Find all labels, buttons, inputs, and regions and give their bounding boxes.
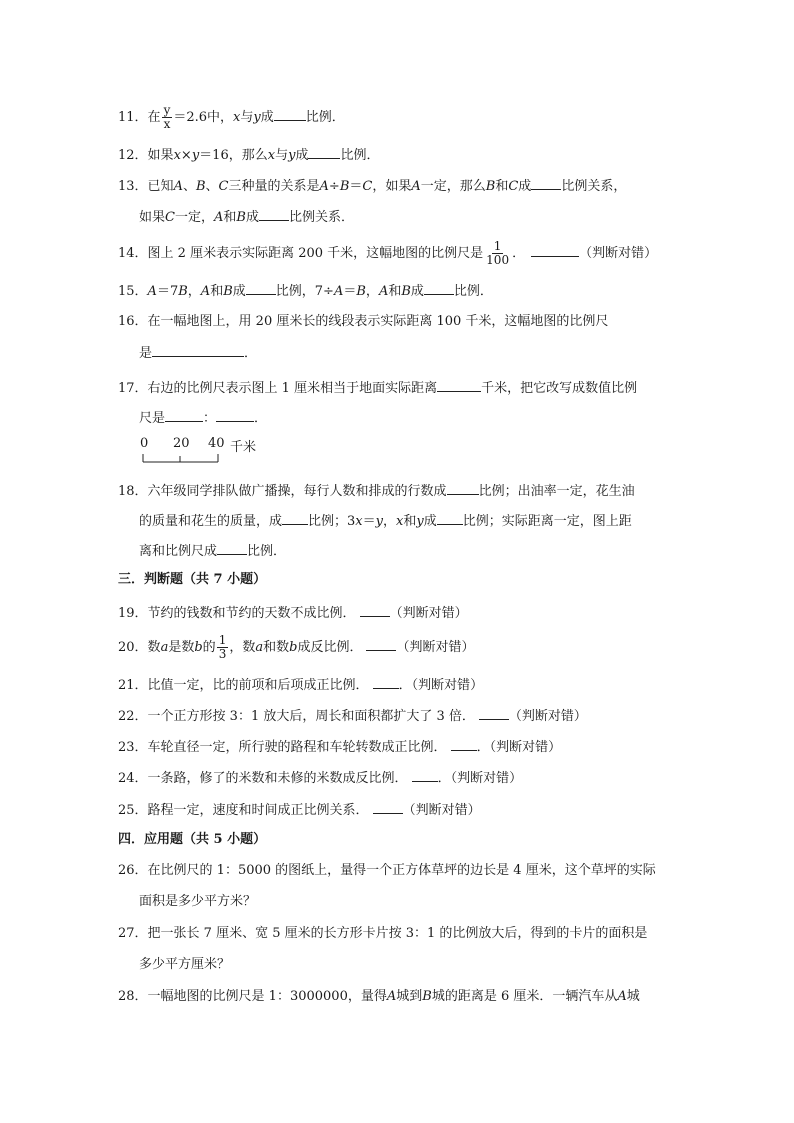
question-17-line-2: 尺是 ： ．	[139, 407, 267, 429]
answer-blank[interactable]	[412, 767, 438, 782]
answer-blank[interactable]	[246, 280, 276, 295]
question-27: 27．把一张长 7 厘米、宽 5 厘米的长方形卡片按 3：1 的比例放大后，得到的卡片的面积是	[118, 926, 648, 941]
scale-tick-label: 20	[173, 436, 190, 451]
scale-unit-label: 千米	[230, 440, 257, 455]
fraction-1-over-3: $\frac{1}{3}$	[218, 633, 227, 661]
answer-blank[interactable]	[424, 280, 454, 295]
question-18-line-2: 的质量和花生的质量，成 比例；3x＝y，x和y成 比例；实际距离一定，图上距	[139, 510, 632, 532]
question-20: 20．数a是数b的 $\frac{1}{3}$ ，数a和数b成反比例． （判断对错）	[118, 633, 475, 661]
question-28: 28．一幅地图的比例尺是 1：3000000，量得A城到B城的距离是 6 厘米．一辆汽车从A城	[118, 989, 640, 1004]
answer-blank[interactable]	[274, 106, 306, 121]
scale-bar-line	[140, 452, 230, 464]
question-16-line-2: 是 ．	[139, 342, 257, 364]
answer-blank[interactable]	[216, 407, 254, 422]
question-16: 16．在一幅地图上，用 20 厘米长的线段表示实际距离 100 千米，这幅地图的比例尺	[118, 314, 609, 329]
question-24: 24．一条路，修了的米数和未修的米数成反比例． ．（判断对错）	[118, 767, 522, 789]
answer-blank[interactable]	[373, 674, 399, 689]
answer-blank[interactable]	[531, 175, 561, 190]
scale-bar	[140, 436, 290, 468]
answer-blank[interactable]	[373, 799, 403, 814]
answer-blank[interactable]	[437, 510, 463, 525]
answer-blank[interactable]	[152, 342, 244, 357]
section-heading-application: 四．应用题（共 5 小题）	[118, 832, 267, 847]
question-14: 14．图上 2 厘米表示实际距离 200 千米，这幅地图的比例尺是 $\frac{1}{100}$ ． （判断对错）	[118, 239, 658, 267]
question-18-line-3: 离和比例尺成 比例．	[139, 540, 286, 562]
answer-blank[interactable]	[531, 242, 579, 257]
answer-blank[interactable]	[366, 636, 396, 651]
scale-tick-label: 40	[208, 436, 225, 451]
answer-blank[interactable]	[259, 206, 289, 221]
answer-blank[interactable]	[308, 144, 340, 159]
question-12: 12．如果x×y＝16，那么x与y成 比例．	[118, 144, 379, 166]
fraction-y-over-x: $\frac{y}{x}$	[163, 103, 171, 131]
question-13-line-2: 如果C一定，A和B成 比例关系．	[139, 206, 354, 228]
fraction-1-over-100: $\frac{1}{100}$	[486, 239, 510, 267]
question-15: 15．A＝7B，A和B成 比例，7÷A＝B，A和B成 比例．	[118, 280, 493, 302]
answer-blank[interactable]	[451, 736, 477, 751]
answer-blank[interactable]	[165, 407, 203, 422]
question-26: 26．在比例尺的 1：5000 的图纸上，量得一个正方体草坪的边长是 4 厘米，这个草坪的实际	[118, 863, 656, 878]
answer-blank[interactable]	[447, 480, 479, 495]
question-21: 21．比值一定，比的前项和后项成正比例． ．（判断对错）	[118, 674, 483, 696]
question-23: 23．车轮直径一定，所行驶的路程和车轮转数成正比例． ．（判断对错）	[118, 736, 561, 758]
question-25: 25．路程一定，速度和时间成正比例关系． （判断对错）	[118, 799, 481, 821]
question-17: 17．右边的比例尺表示图上 1 厘米相当于地面实际距离 千米，把它改写成数值比例	[118, 377, 637, 399]
question-13: 13．已知A、B、C三种量的关系是A÷B＝C，如果A一定，那么B和C成 比例关系，	[118, 175, 626, 197]
answer-blank[interactable]	[360, 602, 390, 617]
question-11: 11．在 $\frac{y}{x}$ ＝2.6中，x与y成 比例．	[118, 103, 345, 131]
answer-blank[interactable]	[217, 540, 247, 555]
scale-tick-label: 0	[140, 436, 149, 451]
question-27-line-2: 多少平方厘米？	[139, 957, 231, 972]
question-22: 22．一个正方形按 3：1 放大后，周长和面积都扩大了 3 倍． （判断对错）	[118, 705, 587, 727]
answer-blank[interactable]	[437, 377, 481, 392]
section-heading-judgement: 三．判断题（共 7 小题）	[118, 572, 267, 587]
answer-blank[interactable]	[282, 510, 308, 525]
question-19: 19．节约的钱数和节约的天数不成比例． （判断对错）	[118, 602, 468, 624]
question-18: 18．六年级同学排队做广播操，每行人数和排成的行数成 比例；出油率一定，花生油	[118, 480, 635, 502]
question-26-line-2: 面积是多少平方米？	[139, 894, 257, 909]
answer-blank[interactable]	[479, 705, 509, 720]
